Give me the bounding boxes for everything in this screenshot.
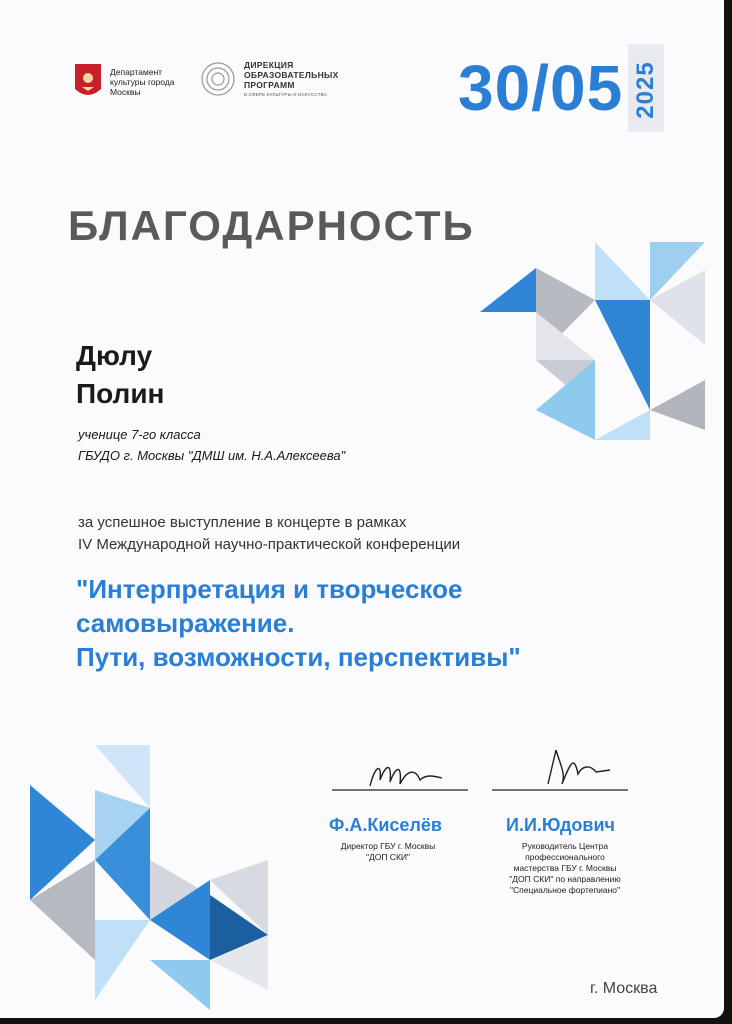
- city-label: г. Москва: [590, 980, 658, 997]
- event-year: 2025: [632, 61, 659, 119]
- signatory-2-role-line-3: мастерства ГБУ г. Москвы: [513, 863, 617, 873]
- reason-line-2: IV Международной научно-практической конференции: [78, 536, 461, 553]
- directorate-line-2: ОБРАЗОВАТЕЛЬНЫХ: [244, 70, 339, 80]
- signatory-1-name: Ф.А.Киселёв: [329, 815, 442, 835]
- recipient-given-name: Полин: [76, 378, 165, 409]
- signatory-1-role: [318, 841, 458, 863]
- recipient-surname: Дюлу: [76, 340, 153, 371]
- moscow-crest-icon: [74, 63, 102, 101]
- directorate-line-3: ПРОГРАММ: [244, 80, 295, 90]
- reason-line-1: за успешное выступление в концерте в рамках: [78, 514, 407, 531]
- certificate-title: БЛАГОДАРНОСТЬ: [68, 202, 475, 249]
- signatory-2-role-line-5: "Специальное фортепиано": [509, 885, 621, 895]
- signatory-2-role: [480, 841, 650, 896]
- conference-title-line-2: самовыражение.: [76, 608, 295, 638]
- recipient-class: ученице 7-го класса: [78, 427, 201, 442]
- directorate-tagline: В СФЕРЕ КУЛЬТУРЫ И ИСКУССТВА: [244, 92, 327, 97]
- signatory-1-role-line-2: "ДОП СКИ": [365, 852, 411, 862]
- signatory-1-role-line-1: Директор ГБУ г. Москвы: [340, 841, 436, 851]
- conference-title-line-3: Пути, возможности, перспективы": [76, 642, 521, 672]
- signature-yudovich: [490, 744, 630, 796]
- department-name: Департамент культуры города Москвы: [110, 67, 175, 97]
- event-date: 30/05: [458, 52, 624, 124]
- recipient-school: ГБУДО г. Москвы "ДМШ им. Н.А.Алексеева": [78, 448, 346, 463]
- signatory-2-role-line-1: Руководитель Центра: [521, 841, 609, 851]
- signatory-2-name: И.И.Юдович: [506, 815, 615, 835]
- signature-kiselev: [330, 756, 470, 796]
- department-logo: [74, 63, 190, 101]
- concentric-ring-icon: [200, 61, 236, 97]
- signatory-2-role-line-2: профессионального: [525, 852, 605, 862]
- directorate-line-1: ДИРЕКЦИЯ: [244, 60, 294, 70]
- signatory-2-role-line-4: "ДОП СКИ" по направлению: [509, 874, 621, 884]
- conference-title-line-1: "Интерпретация и творческое: [76, 574, 463, 604]
- directorate-logo: [200, 60, 344, 97]
- conference-title: [76, 572, 521, 674]
